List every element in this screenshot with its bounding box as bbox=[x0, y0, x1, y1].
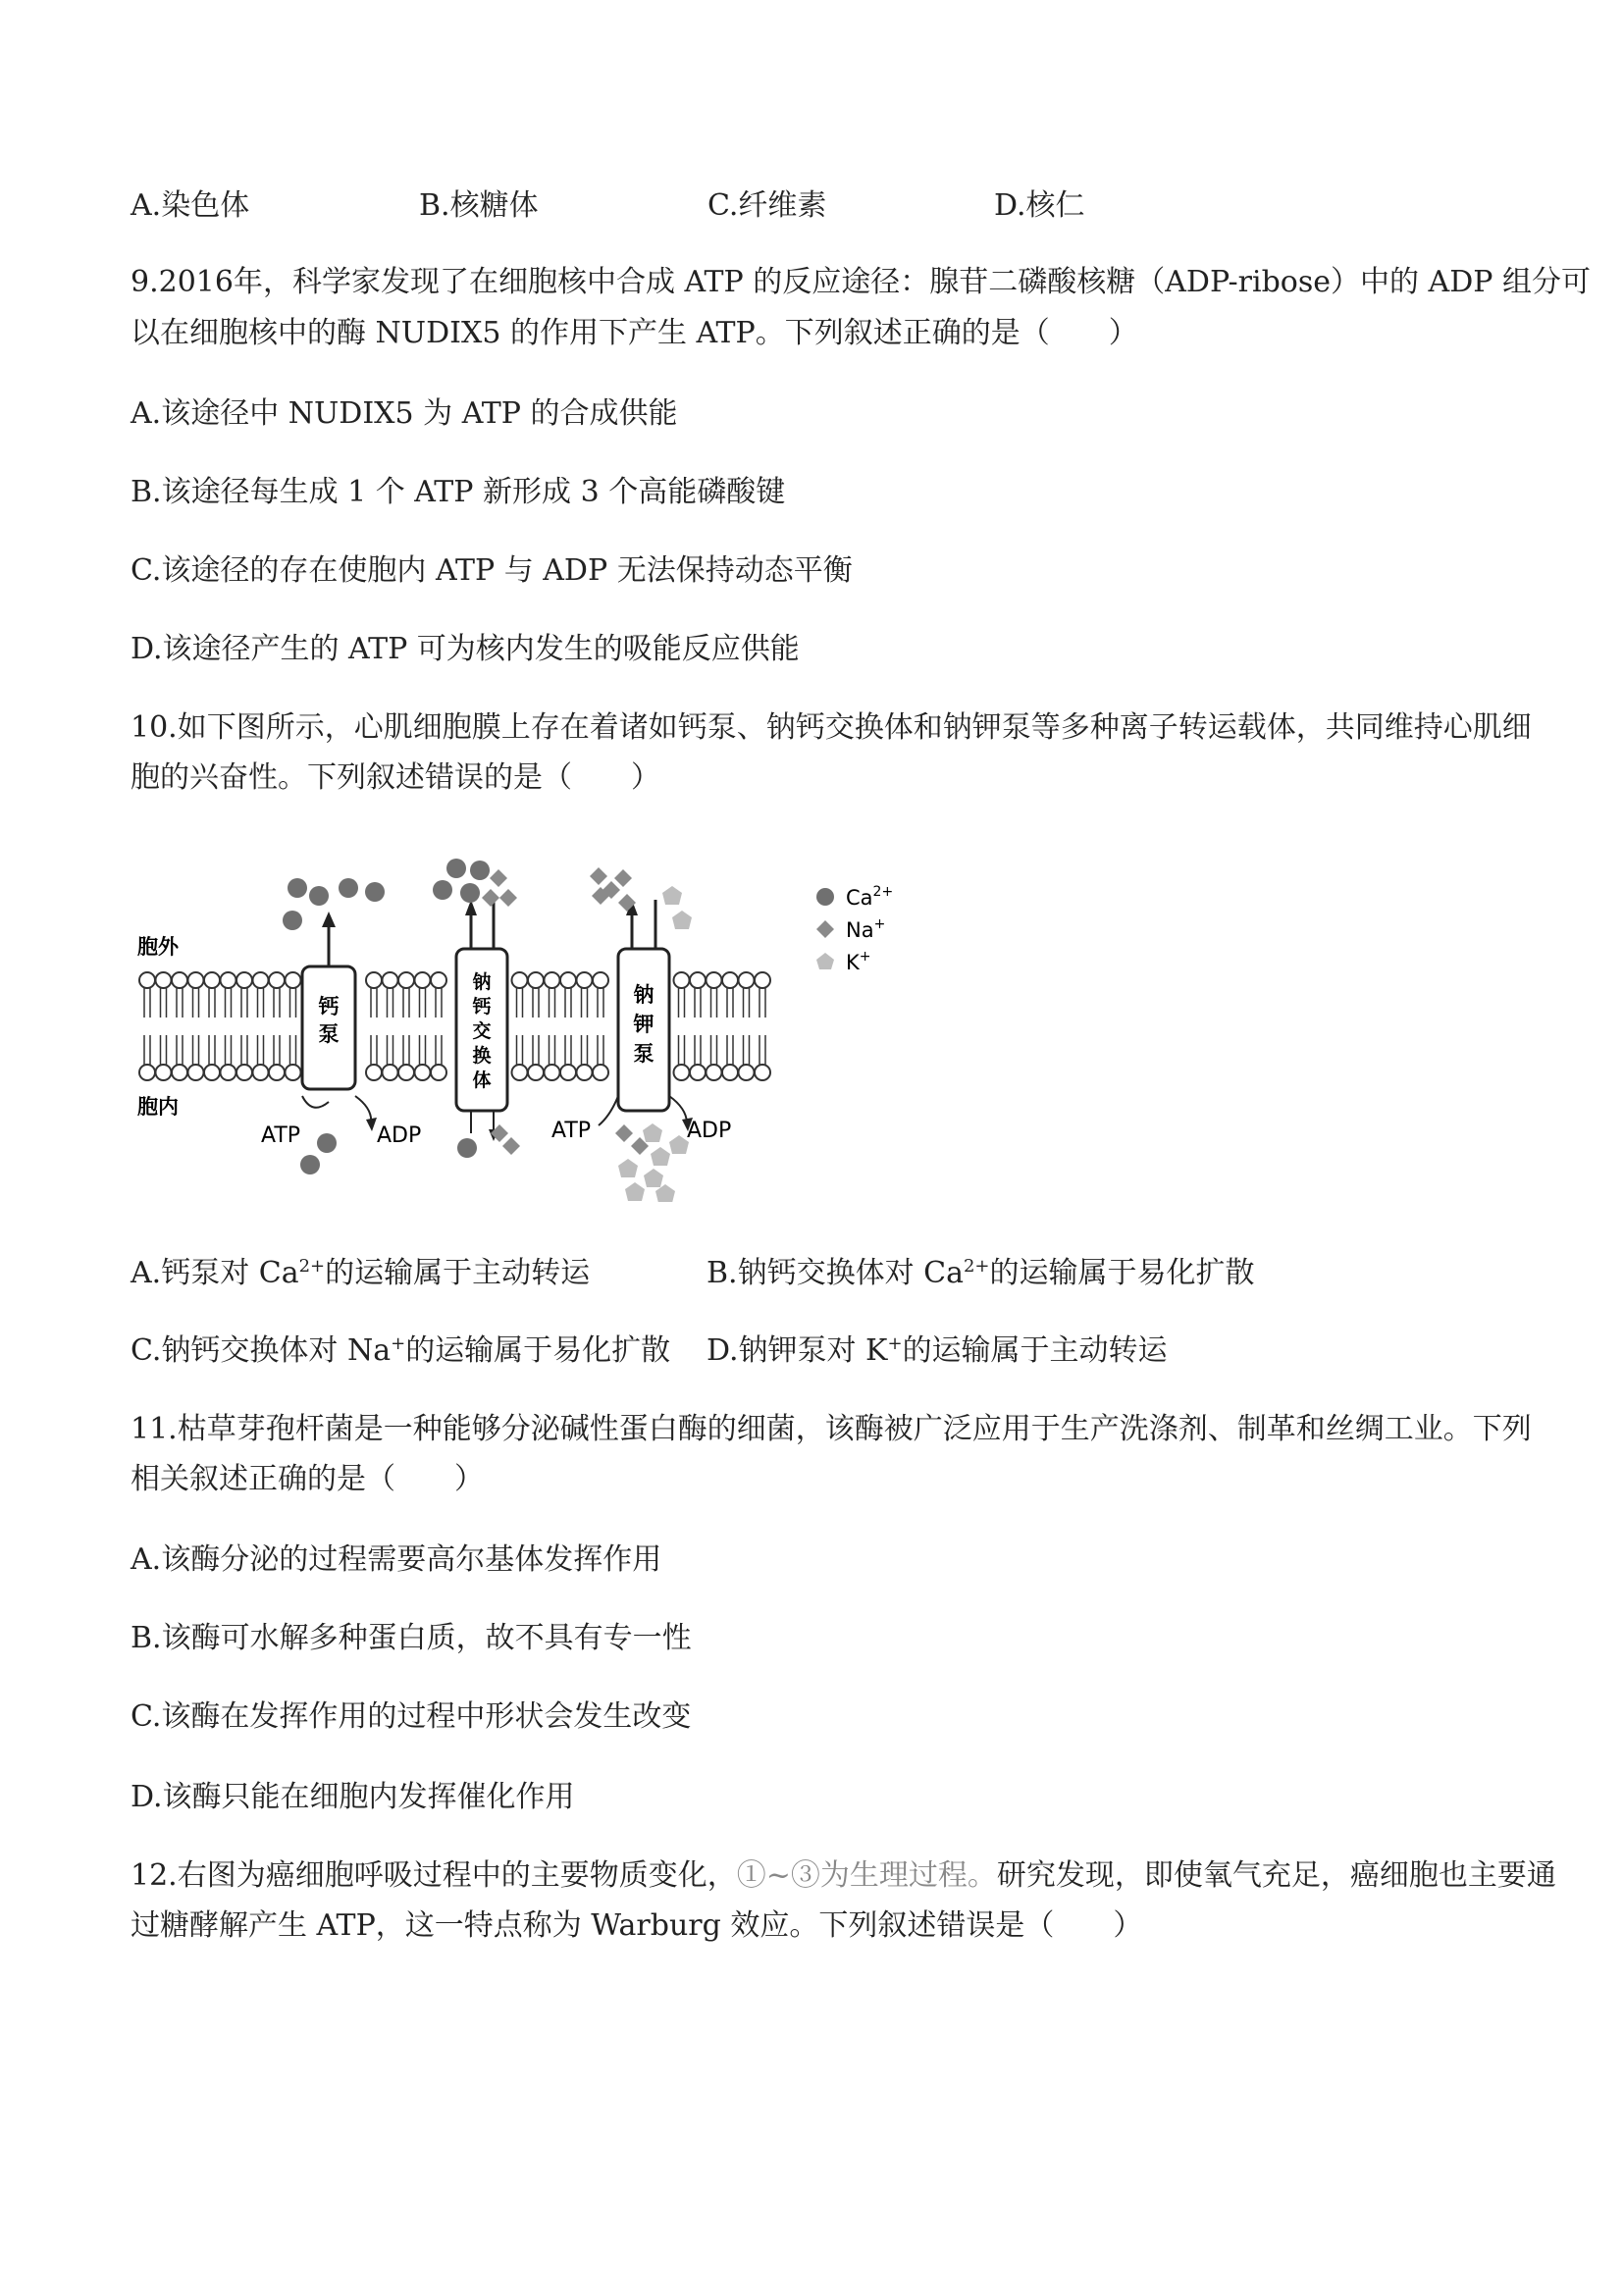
phospholipid bbox=[560, 972, 576, 1080]
legend-na-marker bbox=[816, 920, 834, 938]
ion-legend bbox=[816, 884, 893, 974]
sodium-ion bbox=[590, 867, 607, 885]
legend-k-marker bbox=[816, 953, 834, 969]
calcium-ion bbox=[457, 1138, 477, 1158]
phospholipid bbox=[269, 972, 285, 1080]
phospholipid bbox=[512, 972, 528, 1080]
calcium-ion bbox=[317, 1133, 337, 1153]
calcium-pump-char-1: 钙 bbox=[318, 995, 340, 1018]
phospholipid bbox=[577, 972, 593, 1080]
phospholipid bbox=[690, 972, 706, 1080]
potassium-ion bbox=[625, 1182, 645, 1201]
potassium-ion bbox=[644, 1169, 663, 1187]
membrane-transport-diagram bbox=[137, 839, 922, 1202]
potassium-ion bbox=[651, 1147, 670, 1166]
calcium-ion bbox=[433, 880, 452, 900]
calcium-ion bbox=[470, 861, 490, 880]
legend-ca-label: $Ca^{2+}$ bbox=[846, 884, 894, 910]
sodium-ion bbox=[490, 869, 507, 887]
phospholipid bbox=[415, 972, 431, 1080]
atp-label-2: ATP bbox=[551, 1119, 592, 1143]
phospholipid bbox=[253, 972, 269, 1080]
legend-na-label: Na+ bbox=[846, 916, 886, 942]
q10-option-d: D.钠钾泵对 K+的运输属于主动转运 bbox=[707, 1333, 1168, 1368]
phospholipid bbox=[221, 972, 236, 1080]
potassium-ion bbox=[672, 911, 692, 929]
phospholipid bbox=[383, 972, 398, 1080]
calcium-ion bbox=[365, 882, 385, 902]
q12-stem-line2: 过糖酵解产生 ATP，这一特点称为 Warburg 效应。下列叙述错误是（ ） bbox=[131, 1908, 1143, 1943]
q9-option-d: D.该途径产生的 ATP 可为核内发生的吸能反应供能 bbox=[131, 632, 800, 666]
phospholipid bbox=[739, 972, 755, 1080]
phospholipid bbox=[707, 972, 722, 1080]
q10-option-b: B.钠钙交换体对 $Ca^{2+}$的运输属于易化扩散 bbox=[707, 1256, 1255, 1290]
phospholipid bbox=[755, 972, 770, 1080]
q8-option-a: A.染色体 bbox=[131, 188, 250, 223]
na-k-pump-char-3: 泵 bbox=[633, 1042, 654, 1066]
q10-stem-line2: 胞的兴奋性。下列叙述错误的是（ ） bbox=[131, 760, 660, 795]
calcium-ion bbox=[460, 883, 480, 903]
phospholipid bbox=[398, 972, 414, 1080]
q8-option-c: C.纤维素 bbox=[707, 188, 827, 223]
q9-stem-line1: 9.2016年，科学家发现了在细胞核中合成 ATP 的反应途径：腺苷二磷酸核糖（ADP-ribose）中的 ADP 组分可 bbox=[131, 265, 1591, 299]
legend-ca-marker bbox=[816, 888, 834, 906]
sodium-ion bbox=[615, 1124, 633, 1142]
q11-stem-line2: 相关叙述正确的是（ ） bbox=[131, 1462, 484, 1496]
phospholipid bbox=[431, 972, 446, 1080]
phospholipid bbox=[139, 972, 155, 1080]
sodium-ion bbox=[482, 889, 499, 907]
q11-stem-line1: 11.枯草芽孢杆菌是一种能够分泌碱性蛋白酶的细菌，该酶被广泛应用于生产洗涤剂、制革和丝绸工业。下列 bbox=[131, 1412, 1532, 1446]
phospholipid bbox=[674, 972, 690, 1080]
legend-k-label: K+ bbox=[846, 949, 871, 974]
potassium-ion bbox=[669, 1135, 689, 1154]
q11-option-a: A.该酶分泌的过程需要高尔基体发挥作用 bbox=[131, 1542, 662, 1577]
sodium-ion bbox=[499, 889, 517, 907]
q8-option-d: D.核仁 bbox=[994, 188, 1085, 223]
q9-option-b: B.该途径每生成 1 个 ATP 新形成 3 个高能磷酸键 bbox=[131, 475, 786, 509]
calcium-ion bbox=[288, 878, 307, 898]
phospholipid bbox=[722, 972, 738, 1080]
phospholipid bbox=[204, 972, 220, 1080]
q8-option-b: B.核糖体 bbox=[419, 188, 539, 223]
phospholipid bbox=[366, 972, 382, 1080]
inside-label: 胞内 bbox=[137, 1095, 179, 1119]
q11-option-b: B.该酶可水解多种蛋白质，故不具有专一性 bbox=[131, 1621, 692, 1655]
potassium-ion bbox=[662, 886, 682, 905]
calcium-ion bbox=[339, 878, 358, 898]
calcium-ion bbox=[446, 859, 466, 878]
potassium-ion bbox=[618, 1159, 638, 1177]
calcium-ion bbox=[300, 1155, 320, 1174]
sodium-calcium-exchanger bbox=[456, 900, 507, 1141]
exchanger-char-3: 交 bbox=[472, 1020, 492, 1042]
q10-stem-line1: 10.如下图所示，心肌细胞膜上存在着诸如钙泵、钠钙交换体和钠钾泵等多种离子转运载体，共同维持心肌细 bbox=[131, 710, 1532, 745]
q10-option-a: A.钙泵对 $Ca^{2+}$的运输属于主动转运 bbox=[131, 1256, 591, 1290]
exchanger-char-5: 体 bbox=[472, 1070, 492, 1091]
outside-label: 胞外 bbox=[137, 935, 179, 959]
calcium-pump-char-2: 泵 bbox=[318, 1022, 340, 1046]
q11-option-c: C.该酶在发挥作用的过程中形状会发生改变 bbox=[131, 1699, 692, 1734]
phospholipid bbox=[528, 972, 544, 1080]
atp-label-1: ATP bbox=[261, 1123, 301, 1148]
adp-label-2: ADP bbox=[687, 1119, 732, 1143]
q9-option-c: C.该途径的存在使胞内 ATP 与 ADP 无法保持动态平衡 bbox=[131, 553, 853, 588]
phospholipid bbox=[236, 972, 252, 1080]
exchanger-char-4: 换 bbox=[472, 1045, 492, 1067]
exchanger-char-1: 钠 bbox=[472, 971, 492, 993]
phospholipid bbox=[172, 972, 187, 1080]
calcium-pump bbox=[302, 912, 377, 1131]
sodium-ion bbox=[614, 869, 632, 887]
q12-stem-line1: 12.右图为癌细胞呼吸过程中的主要物质变化，①~③为生理过程。研究发现，即使氧气充足，癌细胞也主要通 bbox=[131, 1858, 1556, 1893]
adp-label-1: ADP bbox=[377, 1123, 422, 1148]
phospholipid bbox=[188, 972, 204, 1080]
exchanger-char-2: 钙 bbox=[472, 996, 492, 1018]
calcium-ion bbox=[309, 886, 329, 906]
na-k-pump-char-2: 钾 bbox=[633, 1013, 654, 1036]
na-k-pump-char-1: 钠 bbox=[633, 983, 654, 1007]
q9-stem-line2: 以在细胞核中的酶 NUDIX5 的作用下产生 ATP。下列叙述正确的是（ ） bbox=[131, 316, 1138, 350]
q10-option-c: C.钠钙交换体对 Na+的运输属于易化扩散 bbox=[131, 1333, 671, 1368]
q9-option-a: A.该途径中 NUDIX5 为 ATP 的合成供能 bbox=[131, 396, 678, 431]
phospholipid bbox=[156, 972, 172, 1080]
q11-option-d: D.该酶只能在细胞内发挥催化作用 bbox=[131, 1780, 575, 1814]
potassium-ion bbox=[643, 1123, 662, 1142]
calcium-ion bbox=[283, 911, 302, 930]
phospholipid bbox=[286, 972, 301, 1080]
phospholipid bbox=[593, 972, 608, 1080]
sodium-ion bbox=[502, 1137, 520, 1155]
phospholipid bbox=[545, 972, 560, 1080]
